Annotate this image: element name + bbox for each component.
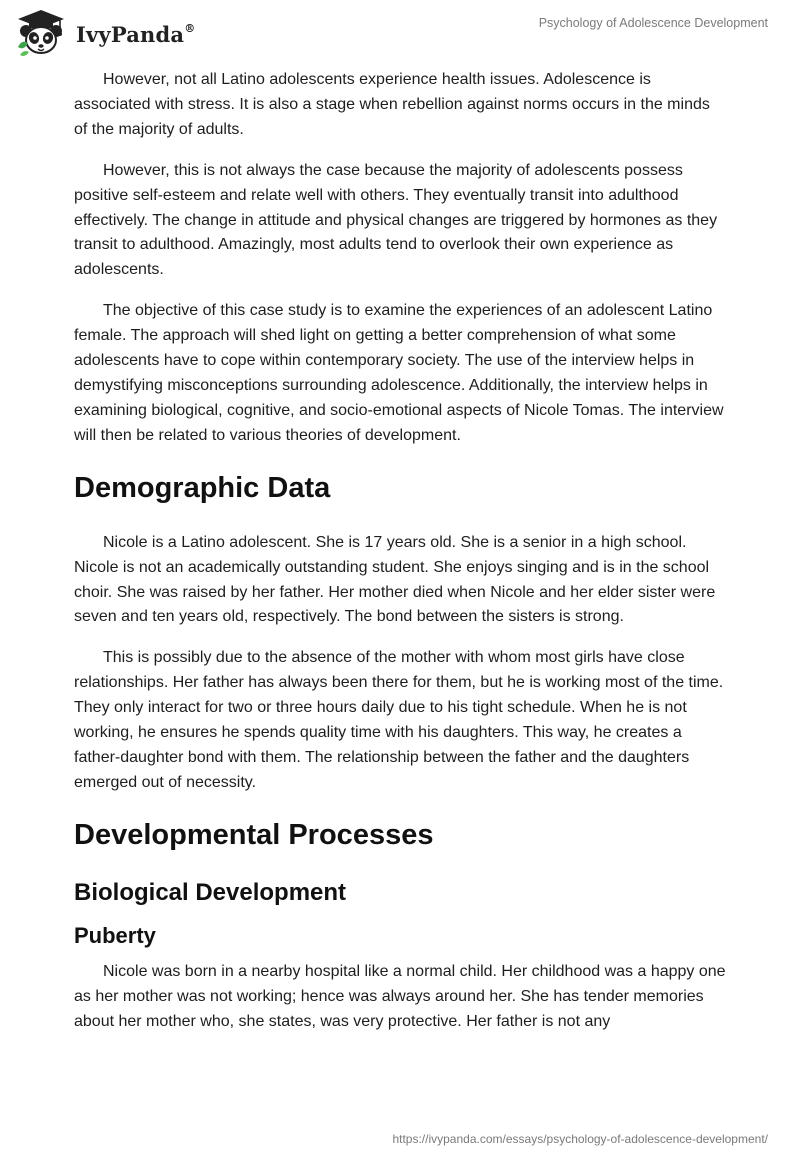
paragraph: The objective of this case study is to examine the experiences of an adolescent Latino female. The approach will shed light on getting a better comprehension of what some adolescents have to cope within contemporary society. The use of the interview helps in demystifying misconceptions surrounding adolescence. Additionally, the interview helps in examining biological, cognitive, and socio-emotional aspects of Nicole Tomas. The interview will then be related to various theories of development. bbox=[74, 302, 724, 444]
subsubsection-heading-puberty: Puberty bbox=[74, 922, 156, 948]
document-running-title: Psychology of Adolescence Development bbox=[538, 16, 768, 30]
essay-content bbox=[74, 68, 726, 1050]
logo-text: IvyPanda® bbox=[76, 21, 196, 47]
section-heading-developmental: Developmental Processes bbox=[74, 818, 434, 851]
paragraph: Nicole was born in a nearby hospital like a normal child. Her childhood was a happy one as her mother was not working; hence was always around her. She has tender memories about her mother who, she states, was very protective. Her father is not any bbox=[74, 962, 726, 1030]
paragraph: However, not all Latino adolescents experience health issues. Adolescence is associated with stress. It is also a stage when rebellion against norms occurs in the minds of the majority of adults. bbox=[74, 71, 710, 138]
section-heading-demographic: Demographic Data bbox=[74, 471, 331, 504]
page-header bbox=[0, 0, 800, 60]
paragraph: However, this is not always the case because the majority of adolescents possess positive self-esteem and relate well with others. They eventually transit into adulthood effectively. The change in attitude and physical changes are triggered by hormones as they transit to adulthood. Amazingly, most adults tend to overlook their own experience as adolescents. bbox=[74, 161, 718, 279]
subsection-heading-biological: Biological Development bbox=[74, 878, 347, 906]
ivypanda-logo[interactable] bbox=[14, 9, 195, 57]
source-url[interactable]: https://ivypanda.com/essays/psychology-of-adolescence-development/ bbox=[392, 1132, 768, 1146]
paragraph: Nicole is a Latino adolescent. She is 17 years old. She is a senior in a high school. Nicole is not an academically outstanding student. She enjoys singing and is in the school choir. She was raised by her father. Her mother died when Nicole and her elder sister were seven and ten years old, respectively. The bond between the sisters is strong. bbox=[74, 533, 716, 626]
panda-graduation-icon bbox=[14, 9, 68, 57]
paragraph: This is possibly due to the absence of the mother with whom most girls have close relationships. Her father has always been there for them, but he is working most of the time. They only interact for two or three hours daily due to his tight schedule. When he is not working, he ensures he spends quality time with his daughters. This way, he creates a father-daughter bond with them. The relationship between the father and the daughters emerged out of necessity. bbox=[74, 649, 724, 791]
